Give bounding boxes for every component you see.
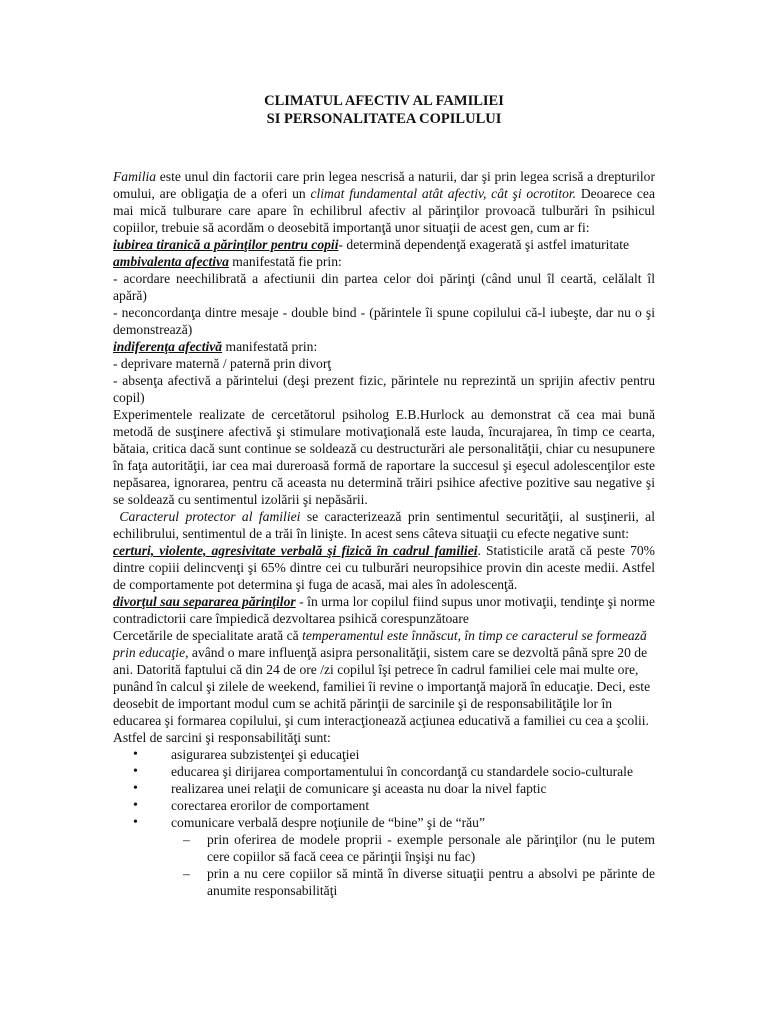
caracter-text: se caracterizează prin sentimentul securităţii, al susţinerii, al echilibrului, sentimentul de a trăi în linişte. In acest sens câteva situaţii cu efecte negative sunt: xyxy=(113,509,655,541)
title-line-1: CLIMATUL AFECTIV AL FAMILIEI xyxy=(264,93,504,109)
intro-paragraph xyxy=(113,168,655,236)
title-line-2: SI PERSONALITATEA COPILULUI xyxy=(266,111,502,127)
certuri-paragraph xyxy=(113,542,655,593)
intro-climat: climat fundamental atât afectiv, cât şi ocrotitor. xyxy=(310,186,577,201)
sublist-item: – prin oferirea de modele proprii - exemple personale ale părinţilor (nu le putem cere copiilor să facă ceea ce părinţii înşişi nu fac) xyxy=(183,831,655,865)
sarcini-paragraph: Astfel de sarcini şi responsabilităţi sunt: xyxy=(113,730,331,745)
list-item: • educarea şi dirijarea comportamentului în concordanţă cu standardele socio-culturale xyxy=(133,763,655,780)
cercetari-italic: temperamentul este înnăscut, în timp ce caracterul se formează prin educaţie xyxy=(113,628,647,660)
cercetari-text-2: , având o mare influenţă asipra personalităţii, sistem care se dezvoltă până spre 20 de ani. Datorită faptului că din 24 de ore /zi copilul îşi petrece în cadrul familiei cele mai multe ore, punând în calcul şi zilele de weekend, familiei îi revine o importanţă majoră în educaţie. Deci, este deosebit de important modul cum se achită părinţii de sarcinile şi de responsabilităţile lor în educarea şi formarea copilului, şi cum interacţionează acţiunea educativă a familiei cu cea a şcolii. xyxy=(113,645,651,728)
document-body xyxy=(113,168,655,899)
ambivalenta-text: manifestată fie prin: xyxy=(228,254,342,269)
cercetari-paragraph xyxy=(113,627,655,729)
ambivalenta-item-1: - acordare neechilibrată a afectiunii din partea celor doi părinţi (când unul îl ceartă, celălalt îl apără) xyxy=(113,271,655,303)
intro-text-2: Deoarece cea mai mică tulburare care apare în echilibrul afectiv al părinţilor provoacă tulburări în psihicul copiilor, trebuie să acordăm o deosebită importanţă unor situaţii de acest gen, cum ar fi: xyxy=(113,186,655,235)
ambivalenta-heading: ambivalenta afectiva xyxy=(113,254,229,269)
indiferenta-text: manifestată prin: xyxy=(222,339,318,354)
experiment-paragraph: Experimentele realizate de cercetătorul psiholog E.B.Hurlock au demonstrat că cea mai bună metodă de susţinere afectivă şi stimulare motivaţională este lauda, încurajarea, în timp ce cearta, bătaia, critica dacă sunt continue se soldează cu destructurări ale personalităţii, chiar cu nesupunere în faţa autorităţii, iar cea mai dureroasă formă de raportare la succesul şi eşecul adolescenţilor este nepăsarea, ignorarea, pentru că aceasta nu determină trăiri psihice afective pozitive sau negative şi se soldează cu sentimentul izolării şi nepăsării. xyxy=(113,407,655,507)
divortul-heading: divorţul sau separarea părinţilor xyxy=(113,594,296,609)
intro-text-1: este unul din factorii care prin legea nescrisă a naturii, dar şi prin legea scrisă a drepturilor omului, are obligaţia de a oferi un xyxy=(113,169,655,201)
ambivalenta-item-2: - neconcordanţa dintre mesaje - double bind - (părintele îi spune copilului că-l iubeşte, dar nu o şi demonstrează) xyxy=(113,305,655,337)
iubirea-heading: iubirea tiranică a părinţilor pentru copii xyxy=(113,237,339,252)
indiferenta-item-2: - absenţa afectivă a părintelui (deşi prezent fizic, părintele nu reprezintă un sprijin afectiv pentru copil) xyxy=(113,373,655,405)
list-item: • realizarea unei relaţii de comunicare şi aceasta nu doar la nivel faptic xyxy=(133,780,655,797)
list-item: • corectarea erorilor de comportament xyxy=(133,797,655,814)
caracter-paragraph xyxy=(113,508,655,542)
cercetari-text-1: Cercetările de specialitate arată că xyxy=(113,628,303,643)
certuri-text: . Statisticile arată că peste 70% dintre copiii delincvenţi şi 65% dintre cei cu tulburări neuropsihice provin din aceste medii. Astfel de comportamente pot determina şi fuga de acasă, mai ales în adolescenţă. xyxy=(113,543,655,592)
certuri-heading: certuri, violente, agresivitate verbală şi fizică în cadrul familiei xyxy=(113,543,478,558)
list-item: • asigurarea subzistenţei şi educaţiei xyxy=(133,746,655,763)
iubirea-text: - determină dependenţă exagerată şi astfel imaturitate xyxy=(338,237,630,252)
responsibility-list xyxy=(113,746,655,831)
indiferenta-paragraph xyxy=(113,338,655,355)
communication-sublist xyxy=(113,831,655,899)
list-item: • comunicare verbală despre noţiunile de “bine” şi de “rău” xyxy=(133,814,655,831)
sublist-item: – prin a nu cere copiilor să mintă în diverse situaţii pentru a absolvi pe părinte de anumite responsabilităţi xyxy=(183,865,655,899)
indiferenta-item-1: - deprivare maternă / paternă prin divorţ xyxy=(113,356,332,371)
ambivalenta-paragraph xyxy=(113,253,655,270)
intro-familia: Familia xyxy=(113,169,157,184)
caracter-heading: Caracterul protector al familiei xyxy=(119,509,301,524)
iubirea-paragraph xyxy=(113,236,655,253)
divortul-paragraph xyxy=(113,593,655,627)
divortul-text: - în urma lor copilul fiind supus unor motivaţii, tendinţe şi norme contradictorii care împiedică dezvoltarea psihică corespunzătoare xyxy=(113,594,655,626)
indiferenta-heading: indiferenţa afectivă xyxy=(113,339,223,354)
document-title xyxy=(0,92,768,128)
